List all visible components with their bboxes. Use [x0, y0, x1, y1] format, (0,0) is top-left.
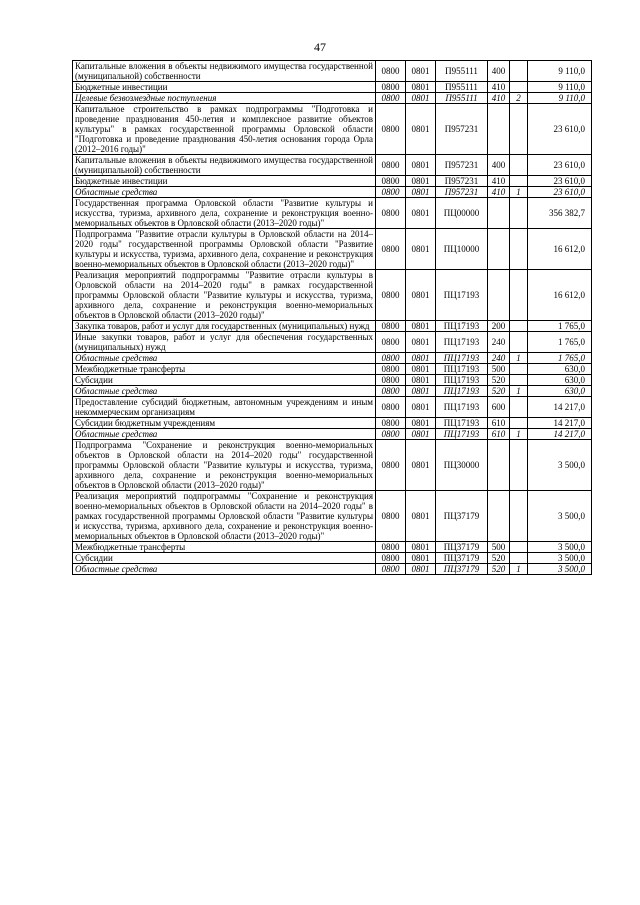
row-subsection-cell: 0801 — [406, 364, 436, 375]
row-fund-code-cell — [510, 104, 528, 155]
table-row — [73, 375, 592, 386]
row-fund-code-cell — [510, 332, 528, 353]
row-sum-cell: 3 500,0 — [528, 440, 592, 491]
row-sum-cell: 14 217,0 — [528, 397, 592, 418]
row-target-article-cell: П955111 — [436, 61, 488, 82]
row-sum-cell: 23 610,0 — [528, 176, 592, 187]
row-target-article-cell: П955111 — [436, 93, 488, 104]
row-name-cell: Субсидии — [73, 375, 376, 386]
row-fund-code-cell — [510, 61, 528, 82]
row-subsection-cell: 0801 — [406, 418, 436, 429]
table-row — [73, 155, 592, 176]
row-expense-type-cell — [488, 270, 510, 321]
row-fund-code-cell: 2 — [510, 93, 528, 104]
row-subsection-cell: 0801 — [406, 321, 436, 332]
table-row — [73, 397, 592, 418]
row-sum-cell: 1 765,0 — [528, 353, 592, 364]
row-subsection-cell: 0801 — [406, 93, 436, 104]
row-name-cell: Капитальное строительство в рамках подпрограммы "Подготовка и проведение празднования 450-летия и комплексное развитие объектов культуры" в рамках государственной программы Орловской области "Подготовка и проведение празднования 450-летия основания города Орла (2012–2016 годы)" — [73, 104, 376, 155]
row-expense-type-cell: 410 — [488, 82, 510, 93]
row-fund-code-cell: 1 — [510, 564, 528, 575]
row-name-cell: Областные средства — [73, 429, 376, 440]
row-expense-type-cell: 520 — [488, 386, 510, 397]
row-expense-type-cell: 410 — [488, 187, 510, 198]
row-sum-cell: 9 110,0 — [528, 82, 592, 93]
row-sum-cell: 16 612,0 — [528, 270, 592, 321]
row-sum-cell: 23 610,0 — [528, 104, 592, 155]
row-expense-type-cell: 610 — [488, 429, 510, 440]
budget-table — [72, 60, 592, 575]
row-sum-cell: 3 500,0 — [528, 553, 592, 564]
row-name-cell: Подпрограмма "Сохранение и реконструкция военно-мемориальных объектов в Орловской области на 2014–2020 годы" государственной программы Орловской области "Развитие культуры и искусства, туризма, архивного дела, сохранение и реконструкция военно-мемориальных объектов в Орловской области (2013–2020 годы)" — [73, 440, 376, 491]
row-name-cell: Областные средства — [73, 353, 376, 364]
row-target-article-cell: ПЦ17193 — [436, 321, 488, 332]
row-expense-type-cell: 410 — [488, 176, 510, 187]
row-subsection-cell: 0801 — [406, 229, 436, 270]
table-row — [73, 82, 592, 93]
row-fund-code-cell: 1 — [510, 429, 528, 440]
budget-table-body — [73, 61, 592, 575]
row-target-article-cell: ПЦ37179 — [436, 564, 488, 575]
row-section-cell: 0800 — [376, 198, 406, 229]
row-section-cell: 0800 — [376, 429, 406, 440]
row-sum-cell: 23 610,0 — [528, 155, 592, 176]
row-target-article-cell: ПЦ17193 — [436, 386, 488, 397]
row-expense-type-cell: 610 — [488, 418, 510, 429]
row-name-cell: Субсидии — [73, 553, 376, 564]
row-section-cell: 0800 — [376, 375, 406, 386]
row-fund-code-cell — [510, 491, 528, 542]
row-expense-type-cell — [488, 198, 510, 229]
row-section-cell: 0800 — [376, 321, 406, 332]
page-number: 47 — [314, 40, 326, 54]
row-fund-code-cell — [510, 440, 528, 491]
row-subsection-cell: 0801 — [406, 82, 436, 93]
row-target-article-cell: ПЦ37179 — [436, 491, 488, 542]
row-section-cell: 0800 — [376, 104, 406, 155]
row-sum-cell: 14 217,0 — [528, 429, 592, 440]
table-row — [73, 440, 592, 491]
table-row — [73, 104, 592, 155]
table-row — [73, 353, 592, 364]
row-name-cell: Иные закупки товаров, работ и услуг для обеспечения государственных (муниципальных) нужд — [73, 332, 376, 353]
row-section-cell: 0800 — [376, 353, 406, 364]
row-fund-code-cell — [510, 321, 528, 332]
row-name-cell: Государственная программа Орловской области "Развитие культуры и искусства, туризма, архивного дела, сохранение и реконструкция военно-мемориальных объектов в Орловской области (2013–2020 годы)" — [73, 198, 376, 229]
row-subsection-cell: 0801 — [406, 187, 436, 198]
row-section-cell: 0800 — [376, 364, 406, 375]
row-name-cell: Бюджетные инвестиции — [73, 82, 376, 93]
row-sum-cell: 14 217,0 — [528, 418, 592, 429]
row-fund-code-cell — [510, 270, 528, 321]
row-section-cell: 0800 — [376, 397, 406, 418]
row-name-cell: Подпрограмма "Развитие отрасли культуры в Орловской области на 2014–2020 годы" государственной программы Орловской области "Развитие культуры и искусства, туризма, архивного дела, сохранение и реконструкция военно-мемориальных объектов в Орловской области (2013–2020 годы)" — [73, 229, 376, 270]
row-sum-cell: 630,0 — [528, 364, 592, 375]
row-section-cell: 0800 — [376, 332, 406, 353]
row-target-article-cell: ПЦ17193 — [436, 375, 488, 386]
table-row — [73, 491, 592, 542]
row-fund-code-cell — [510, 418, 528, 429]
table-row — [73, 553, 592, 564]
row-subsection-cell: 0801 — [406, 353, 436, 364]
row-subsection-cell: 0801 — [406, 397, 436, 418]
row-subsection-cell: 0801 — [406, 491, 436, 542]
table-row — [73, 542, 592, 553]
row-sum-cell: 3 500,0 — [528, 564, 592, 575]
row-target-article-cell: П957231 — [436, 155, 488, 176]
row-sum-cell: 3 500,0 — [528, 491, 592, 542]
row-fund-code-cell: 1 — [510, 386, 528, 397]
row-section-cell: 0800 — [376, 155, 406, 176]
row-subsection-cell: 0801 — [406, 270, 436, 321]
row-expense-type-cell: 500 — [488, 542, 510, 553]
table-row — [73, 198, 592, 229]
row-name-cell: Закупка товаров, работ и услуг для государственных (муниципальных) нужд — [73, 321, 376, 332]
row-name-cell: Субсидии бюджетным учреждениям — [73, 418, 376, 429]
row-sum-cell: 1 765,0 — [528, 332, 592, 353]
row-target-article-cell: ПЦ17193 — [436, 270, 488, 321]
row-target-article-cell: ПЦ17193 — [436, 418, 488, 429]
row-expense-type-cell: 500 — [488, 364, 510, 375]
row-fund-code-cell: 1 — [510, 187, 528, 198]
row-fund-code-cell — [510, 364, 528, 375]
table-row — [73, 270, 592, 321]
row-target-article-cell: ПЦ17193 — [436, 429, 488, 440]
row-section-cell: 0800 — [376, 440, 406, 491]
row-name-cell: Областные средства — [73, 386, 376, 397]
row-target-article-cell: ПЦ17193 — [436, 353, 488, 364]
row-fund-code-cell — [510, 82, 528, 93]
row-sum-cell: 16 612,0 — [528, 229, 592, 270]
row-fund-code-cell — [510, 198, 528, 229]
row-sum-cell: 1 765,0 — [528, 321, 592, 332]
table-row — [73, 187, 592, 198]
row-target-article-cell: ПЦ30000 — [436, 440, 488, 491]
row-target-article-cell: ПЦ37179 — [436, 542, 488, 553]
row-subsection-cell: 0801 — [406, 61, 436, 82]
row-expense-type-cell — [488, 104, 510, 155]
row-section-cell: 0800 — [376, 542, 406, 553]
row-fund-code-cell — [510, 397, 528, 418]
row-expense-type-cell: 240 — [488, 353, 510, 364]
row-fund-code-cell — [510, 375, 528, 386]
row-fund-code-cell — [510, 542, 528, 553]
row-name-cell: Предоставление субсидий бюджетным, автономным учреждениям и иным некоммерческим организациям — [73, 397, 376, 418]
row-name-cell: Областные средства — [73, 564, 376, 575]
row-expense-type-cell: 400 — [488, 155, 510, 176]
table-row — [73, 364, 592, 375]
row-subsection-cell: 0801 — [406, 553, 436, 564]
row-subsection-cell: 0801 — [406, 542, 436, 553]
row-subsection-cell: 0801 — [406, 332, 436, 353]
row-fund-code-cell — [510, 229, 528, 270]
row-target-article-cell: ПЦ37179 — [436, 553, 488, 564]
table-row — [73, 176, 592, 187]
row-fund-code-cell — [510, 553, 528, 564]
row-fund-code-cell — [510, 176, 528, 187]
row-expense-type-cell: 400 — [488, 61, 510, 82]
row-subsection-cell: 0801 — [406, 564, 436, 575]
row-section-cell: 0800 — [376, 229, 406, 270]
row-sum-cell: 9 110,0 — [528, 93, 592, 104]
row-name-cell: Капитальные вложения в объекты недвижимого имущества государственной (муниципальной) собственности — [73, 155, 376, 176]
row-target-article-cell: ПЦ17193 — [436, 364, 488, 375]
row-target-article-cell: П957231 — [436, 104, 488, 155]
row-target-article-cell: ПЦ17193 — [436, 332, 488, 353]
row-section-cell: 0800 — [376, 553, 406, 564]
table-row — [73, 93, 592, 104]
row-expense-type-cell: 600 — [488, 397, 510, 418]
row-subsection-cell: 0801 — [406, 104, 436, 155]
row-target-article-cell: ПЦ00000 — [436, 198, 488, 229]
row-name-cell: Бюджетные инвестиции — [73, 176, 376, 187]
row-expense-type-cell: 240 — [488, 332, 510, 353]
row-name-cell: Межбюджетные трансферты — [73, 364, 376, 375]
row-fund-code-cell — [510, 155, 528, 176]
row-target-article-cell: П955111 — [436, 82, 488, 93]
row-sum-cell: 23 610,0 — [528, 187, 592, 198]
row-subsection-cell: 0801 — [406, 386, 436, 397]
table-row — [73, 61, 592, 82]
row-name-cell: Целевые безвозмездные поступления — [73, 93, 376, 104]
table-row — [73, 418, 592, 429]
row-name-cell: Реализация мероприятий подпрограммы "Развитие отрасли культуры в Орловской области на 2014–2020 годы" в рамках государственной программы Орловской области "Развитие культуры и искусства, туризма, архивного дела, сохранение и реконструкция военно-мемориальных объектов в Орловской области (2013–2020 годы)" — [73, 270, 376, 321]
row-target-article-cell: П957231 — [436, 176, 488, 187]
row-name-cell: Капитальные вложения в объекты недвижимого имущества государственной (муниципальной) собственности — [73, 61, 376, 82]
row-expense-type-cell: 520 — [488, 553, 510, 564]
table-row — [73, 321, 592, 332]
table-row — [73, 564, 592, 575]
row-section-cell: 0800 — [376, 564, 406, 575]
row-name-cell: Областные средства — [73, 187, 376, 198]
row-subsection-cell: 0801 — [406, 440, 436, 491]
row-expense-type-cell — [488, 440, 510, 491]
row-section-cell: 0800 — [376, 491, 406, 542]
row-name-cell: Межбюджетные трансферты — [73, 542, 376, 553]
row-target-article-cell: ПЦ17193 — [436, 397, 488, 418]
row-section-cell: 0800 — [376, 93, 406, 104]
row-fund-code-cell: 1 — [510, 353, 528, 364]
row-section-cell: 0800 — [376, 418, 406, 429]
table-row — [73, 332, 592, 353]
row-subsection-cell: 0801 — [406, 176, 436, 187]
row-section-cell: 0800 — [376, 386, 406, 397]
row-sum-cell: 3 500,0 — [528, 542, 592, 553]
row-expense-type-cell: 410 — [488, 93, 510, 104]
row-sum-cell: 9 110,0 — [528, 61, 592, 82]
row-sum-cell: 356 382,7 — [528, 198, 592, 229]
row-subsection-cell: 0801 — [406, 375, 436, 386]
row-target-article-cell: П957231 — [436, 187, 488, 198]
row-sum-cell: 630,0 — [528, 375, 592, 386]
row-subsection-cell: 0801 — [406, 429, 436, 440]
row-section-cell: 0800 — [376, 61, 406, 82]
row-sum-cell: 630,0 — [528, 386, 592, 397]
row-section-cell: 0800 — [376, 176, 406, 187]
table-row — [73, 429, 592, 440]
row-section-cell: 0800 — [376, 270, 406, 321]
row-expense-type-cell — [488, 491, 510, 542]
row-target-article-cell: ПЦ10000 — [436, 229, 488, 270]
row-expense-type-cell — [488, 229, 510, 270]
row-section-cell: 0800 — [376, 187, 406, 198]
row-section-cell: 0800 — [376, 82, 406, 93]
row-name-cell: Реализация мероприятий подпрограммы "Сохранение и реконструкция военно-мемориальных объектов в Орловской области на 2014–2020 годы" в рамках государственной программы Орловской области "Развитие культуры и искусства, туризма, архивного дела, сохранение и реконструкция военно-мемориальных объектов в Орловской области (2013–2020 годы)" — [73, 491, 376, 542]
row-subsection-cell: 0801 — [406, 155, 436, 176]
row-expense-type-cell: 520 — [488, 375, 510, 386]
row-expense-type-cell: 200 — [488, 321, 510, 332]
row-subsection-cell: 0801 — [406, 198, 436, 229]
row-expense-type-cell: 520 — [488, 564, 510, 575]
table-row — [73, 229, 592, 270]
table-row — [73, 386, 592, 397]
